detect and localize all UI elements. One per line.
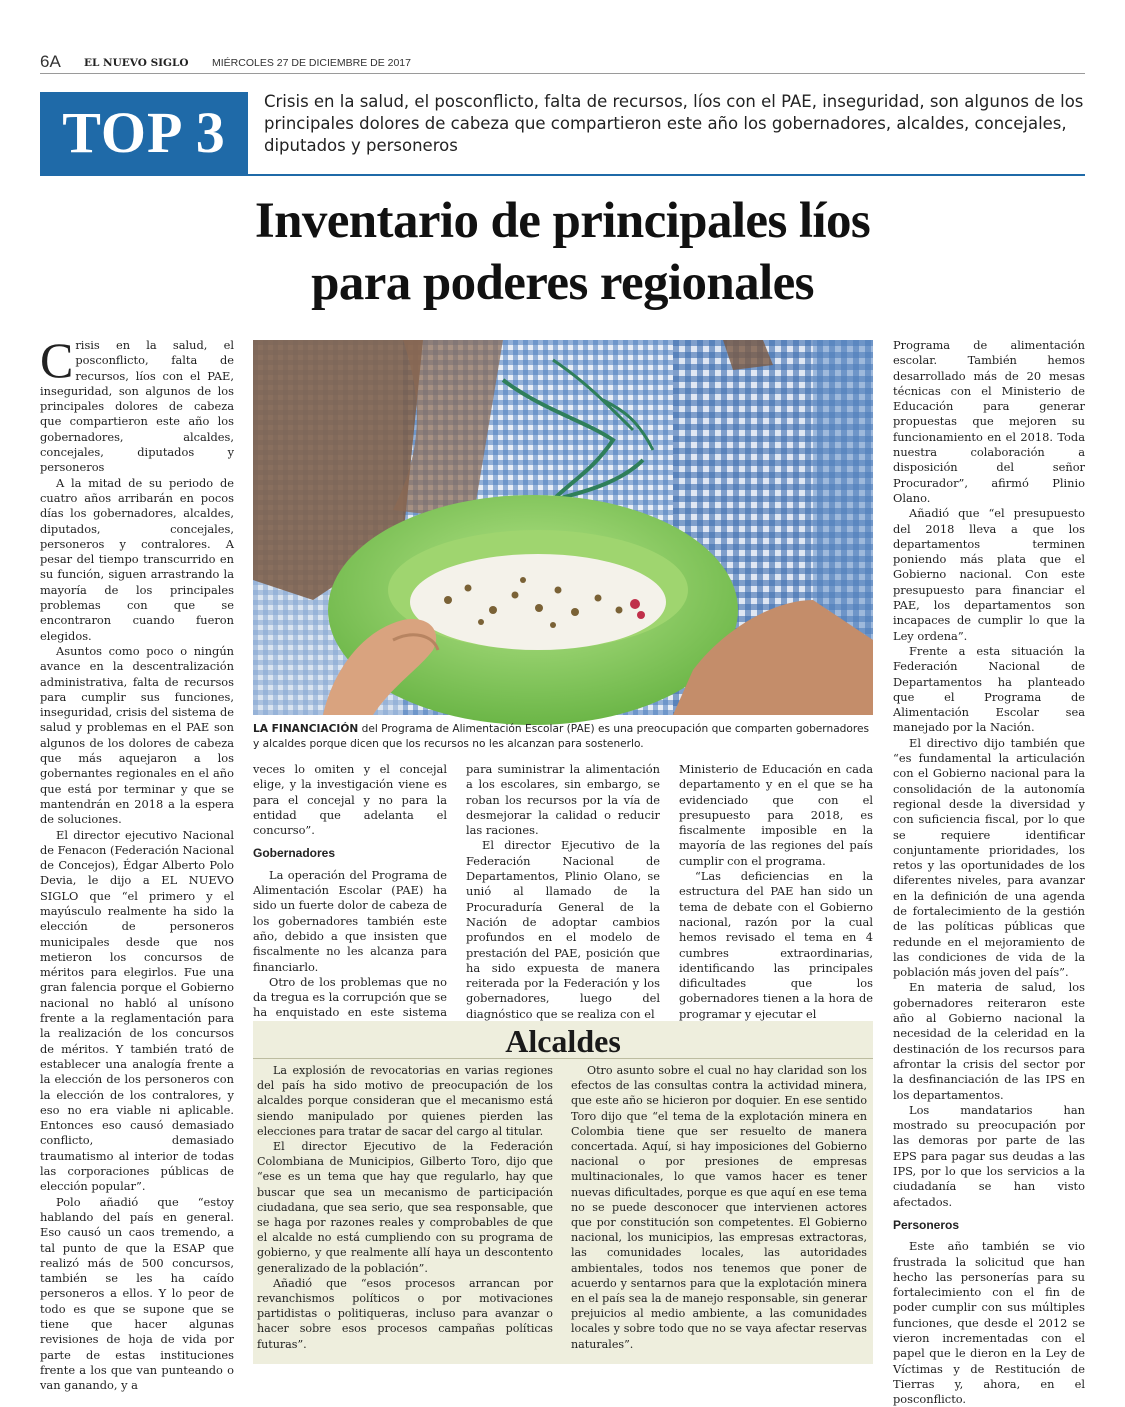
newspaper-name: EL NUEVO SIGLO xyxy=(84,57,189,69)
top3-label: TOP 3 xyxy=(62,100,226,165)
article-column-3 xyxy=(466,762,660,1021)
paragraph: La explosión de revocatorias en varias regiones del país ha sido motivo de preocupación de los alcaldes porque consideran que el mecanismo está siendo manipulado por quienes pierden las elecciones para tratar de sacar del cargo al titular. xyxy=(257,1064,553,1138)
alcaldes-title: Alcaldes xyxy=(253,1023,873,1059)
paragraph: Otro asunto sobre el cual no hay claridad son los efectos de las consultas contra la actividad minera, que este año se hicieron por doquier. En ese sentido Toro dijo que “el tema de la explotación minera en Colombia tiene que ser resuelto de manera concertada. Aquí, si hay imposiciones del Gobierno nacional o por presiones de empresas multinacionales, lo que vamos hacer es tener nuevas dificultades, porque es que aquí en ese tema no se puede desconocer que intervienen actores que por constitución son competentes. El Gobierno nacional, los municipios, las empresas extractoras, las comunidades locales, las autoridades ambientales, todos nos tenemos que poner de acuerdo y sentarnos para que la explotación minera en el país sea la de manejo responsable, sin generar prejuicios al medio ambiente, a las comunidades locales y sobre todo que no se vaya afectar reservas naturales”. xyxy=(571,1064,867,1351)
paragraph: Añadió que “el presupuesto del 2018 lleva a que los departamentos terminen poniendo más plata que el Gobierno nacional. Con este presupuesto para financiar el PAE, los departamentos son incapaces de cumplir lo que la Ley ordena”. xyxy=(893,506,1085,643)
drop-cap: C xyxy=(40,332,74,388)
paragraph: Asuntos como poco o ningún avance en la descentralización administrativa, falta de recursos para cumplir sus funciones, inseguridad, crisis del sistema de salud y problemas en el PAE son algunos de los dolores de cabeza que más aquejaron a los gobernantes regionales en el año que está por terminar y que se mantendrán en 2018 a la espera de soluciones. xyxy=(40,643,234,827)
section-heading-gobernadores: Gobernadores xyxy=(253,846,336,861)
paragraph: para suministrar la alimentación a los escolares, sin embargo, se roban los recursos por la vía de desmejorar la calidad o reducir las raciones. xyxy=(466,762,660,838)
paragraph: Polo añadió que “estoy hablando del país en general. Eso causó un caos tremendo, a tal punto de que la ESAP que realizó más de 500 concursos, también se les ha caído personeros a ellos. Y lo peor de todo es que se supone que se tiene que hacer algunas revisiones de hoja de vida por parte de estas instituciones frente a los que van punteando o van ganando, y a xyxy=(40,1194,234,1393)
article-headline xyxy=(160,190,965,314)
top3-divider xyxy=(248,174,1085,176)
article-photo xyxy=(253,340,873,715)
caption-text: del Programa de Alimentación Escolar (PAE) es una preocupación que comparten gobernadores y alcaldes porque dicen que los recursos no les alcanzan para sostenerlo. xyxy=(253,723,870,750)
paragraph: Ministerio de Educación en cada departamento y en el que se ha evidenciado que con el presupuesto para 2018, es fiscalmente imposible en la mayoría de las regiones del país cumplir con el programa. xyxy=(679,762,873,868)
paragraph: El directivo dijo también que “es fundamental la articulación con el Gobierno nacional para la consolidación de la autonomía regional desde la diversidad y con suficiencia fiscal, por lo que se requiere identificar conjuntamente prioridades, los retos y las oportunidades de los diferentes niveles, para avanzar en la definición de una agenda de fortalecimiento de la gestión de las políticas públicas que redunde en el mejoramiento de las condiciones de vida de la población más joven del país”. xyxy=(893,735,1085,980)
paragraph: El director Ejecutivo de la Federación Nacional de Departamentos, Plinio Olano, se unió al llamado de la Procuraduría General de la Nación de adoptar cambios profundos en el modelo de prestación del PAE, posición que ha sido expuesta de manera reiterada por la Federación y los gobernadores, luego del diagnóstico que se realiza con el xyxy=(466,838,660,1021)
caption-lead: LA FINANCIACIÓN xyxy=(253,723,359,735)
alcaldes-column-1 xyxy=(257,1063,553,1363)
paragraph: Frente a esta situación la Federación Nacional de Departamentos ha planteado que el Programa de Alimentación Escolar sea manejado por la Nación. xyxy=(893,643,1085,735)
headline-line-2: para poderes regionales xyxy=(311,255,814,311)
article-column-4 xyxy=(679,762,873,1021)
paragraph: El director Ejecutivo de la Federación Colombiana de Municipios, Gilberto Toro, dijo que “ese es un tema que hay que regularlo, hay que buscar que sea un mecanismo de participación ciudadana, que sea serio, que sea responsable, que se haga por razones reales y comprobables de que el alcalde no está cumpliendo con su programa de gobierno, y que realmente allí haya un descontento generalizado de la población”. xyxy=(257,1140,553,1275)
top3-badge xyxy=(40,92,248,176)
paragraph: En materia de salud, los gobernadores reiteraron este año al Gobierno nacional la necesidad de la celeridad en la destinación de los recursos para afrontar la crisis del sector por la desfinanciación de las IPS en los departamentos. xyxy=(893,980,1085,1102)
photo-illustration xyxy=(253,340,873,715)
page-number: 6A xyxy=(40,52,61,71)
paragraph: La operación del Programa de Alimentación Escolar (PAE) ha sido un fuerte dolor de cabeza de los gobernadores también este año, debido a que insisten que fiscalmente no les alcanza para financiarlo. xyxy=(253,867,447,974)
article-column-5 xyxy=(893,338,1085,1407)
paragraph: Este año también se vio frustrada la solicitud que han hecho las personerías para su fortalecimiento con el fin de poder cumplir con sus múltiples funciones, que desde el 2012 se vieron incrementadas con el papel que le dieron en la Ley de Víctimas y de Restitución de Tierras y, ahora, en el posconflicto. xyxy=(893,1239,1085,1407)
lead-text: risis en la salud, el posconflicto, falta de recursos, líos con el PAE, inseguridad, son algunos de los principales dolores de cabeza que compartieron este año los gobernadores, alcaldes, concejales, diputados y personeros xyxy=(40,338,234,475)
alcaldes-column-2 xyxy=(571,1063,867,1363)
paragraph: Programa de alimentación escolar. También hemos desarrollado más de 20 mesas técnicas con el Ministerio de Educación para generar propuestas que mejoren su funcionamiento en el 2018. Toda nuestra colaboración a disposición del señor Procurador”, afirmó Plinio Olano. xyxy=(893,338,1085,505)
issue-date: MIÉRCOLES 27 DE DICIEMBRE DE 2017 xyxy=(212,57,411,69)
paragraph: A la mitad de su periodo de cuatro años arribarán en pocos días los gobernadores, alcaldes, diputados, concejales, personeros y contralores. A pesar del tiempo transcurrido en su función, siguen arrastrando la mayoría de los principales problemas con que se encontraron cuando fueron elegidos. xyxy=(40,475,234,643)
alcaldes-sidebar xyxy=(253,1021,873,1364)
section-heading-personeros: Personeros xyxy=(893,1217,960,1232)
paragraph: Otro de los problemas que no da tregua es la corrupción que se ha enquistado en este sistema xyxy=(253,974,447,1020)
paragraph: El director ejecutivo Nacional de Fenacon (Federación Nacional de Concejos), Édgar Alberto Polo Devia, le dijo a EL NUEVO SIGLO que “el primero y el mayúsculo realmente ha sido la elección de personeros municipales desde que nos metieron los concursos de méritos para elegirlos. Fue una gran falencia porque el Gobierno nacional no habló al unísono frente a la reglamentación para la realización de los concursos de méritos. Y también trató de establecer una analogía frente a la elección de los personeros con la elección de los contralores, y eso no era viable ni aplicable. Entonces eso causó demasiado conflicto, demasiado traumatismo al interior de todas las corporaciones públicas de elección popular”. xyxy=(40,827,234,1194)
lead-paragraph xyxy=(40,332,234,476)
paragraph: Los mandatarios han mostrado su preocupación por las demoras por parte de las EPS para pagar sus deudas a las IPS, por lo que los servicios a la ciudadanía se han visto afectados. xyxy=(893,1102,1085,1209)
page-header xyxy=(40,52,1085,74)
article-column-2 xyxy=(253,762,447,1020)
headline-line-1: Inventario de principales líos xyxy=(254,193,871,249)
paragraph: “Las deficiencias en la estructura del PAE han sido un tema de debate con el Gobierno nacional, razón por la cual hemos revisado el tema en 4 cumbres extraordinarias, identificando las principales dificultades que los gobernadores tienen a la hora de programar y ejecutar el xyxy=(679,869,873,1021)
photo-caption xyxy=(253,722,873,751)
top3-summary: Crisis en la salud, el posconflicto, falta de recursos, líos con el PAE, inseguridad, son algunos de los principales dolores de cabeza que compartieron este año los gobernadores, alcaldes, concejales, diputados y personeros xyxy=(264,92,1084,155)
paragraph: veces lo omiten y el concejal elige, y la investigación viene es para el concejal y no para la entidad que adelanta el concurso”. xyxy=(253,762,447,838)
article-column-1 xyxy=(40,332,234,1393)
paragraph: Añadió que “esos procesos arrancan por revanchismos políticos o por motivaciones partidistas o politiqueras, incluso para avanzar o hacer sobre esos procesos campañas políticas futuras”. xyxy=(257,1276,553,1351)
